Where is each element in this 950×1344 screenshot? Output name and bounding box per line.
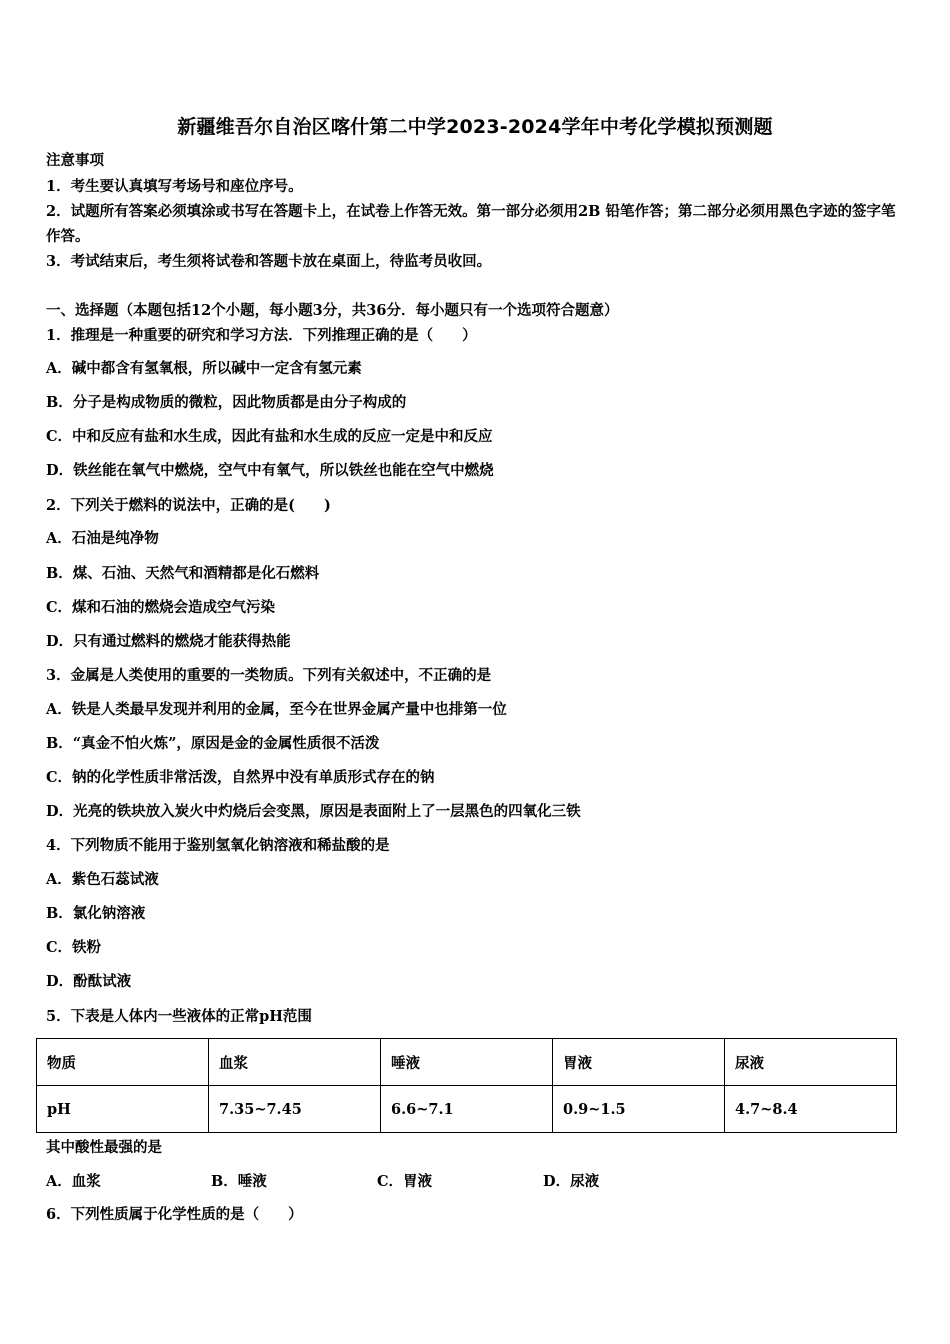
- question-1-option-c: C．中和反应有盐和水生成，因此有盐和水生成的反应一定是中和反应: [46, 428, 493, 445]
- question-5-option-c: C．胃液: [377, 1173, 433, 1190]
- question-1-option-a: A．碱中都含有氢氧根，所以碱中一定含有氢元素: [46, 360, 362, 377]
- question-1-option-b: B．分子是构成物质的微粒，因此物质都是由分子构成的: [46, 394, 407, 411]
- question-4-option-b: B．氯化钠溶液: [46, 905, 146, 922]
- table-cell: 0.9~1.5: [553, 1086, 725, 1133]
- question-5-stem: 5．下表是人体内一些液体的正常pH范围: [46, 1008, 312, 1025]
- question-5-option-a: A．血浆: [46, 1173, 101, 1190]
- question-4-stem: 4．下列物质不能用于鉴别氢氧化钠溶液和稀盐酸的是: [46, 837, 390, 854]
- table-cell: 7.35~7.45: [209, 1086, 381, 1133]
- notice-list: [46, 174, 908, 274]
- question-2-stem: 2．下列关于燃料的说法中，正确的是( ): [46, 497, 331, 514]
- page-title: 新疆维吾尔自治区喀什第二中学2023-2024学年中考化学模拟预测题: [177, 116, 773, 138]
- question-5-option-b: B．唾液: [211, 1173, 267, 1190]
- table-cell: 6.6~7.1: [381, 1086, 553, 1133]
- question-1-option-d: D．铁丝能在氧气中燃烧，空气中有氧气，所以铁丝也能在空气中燃烧: [46, 462, 494, 479]
- question-6-stem: 6．下列性质属于化学性质的是（ ）: [46, 1206, 303, 1223]
- question-5-question: 其中酸性最强的是: [46, 1139, 162, 1156]
- question-2-option-b: B．煤、石油、天然气和酒精都是化石燃料: [46, 565, 320, 582]
- question-1-stem: 1．推理是一种重要的研究和学习方法．下列推理正确的是（ ）: [46, 327, 477, 344]
- question-2-option-c: C．煤和石油的燃烧会造成空气污染: [46, 599, 276, 616]
- table-cell: 物质: [37, 1039, 209, 1086]
- ph-table: [36, 1038, 897, 1133]
- question-4-option-d: D．酚酞试液: [46, 973, 132, 990]
- table-row: [37, 1086, 897, 1133]
- question-2-option-a: A．石油是纯净物: [46, 530, 159, 547]
- question-3-option-c: C．钠的化学性质非常活泼，自然界中没有单质形式存在的钠: [46, 769, 435, 786]
- table-cell: 唾液: [381, 1039, 553, 1086]
- table-cell: 尿液: [725, 1039, 897, 1086]
- table-cell: 4.7~8.4: [725, 1086, 897, 1133]
- notice-heading: 注意事项: [46, 152, 104, 169]
- question-3-stem: 3．金属是人类使用的重要的一类物质。下列有关叙述中，不正确的是: [46, 667, 492, 684]
- question-2-option-d: D．只有通过燃料的燃烧才能获得热能: [46, 633, 291, 650]
- table-header-row: [37, 1039, 897, 1086]
- notice-item: 2．试题所有答案必须填涂或书写在答题卡上，在试卷上作答无效。第一部分必须用2B 铅笔作答；第二部分必须用黑色字迹的签字笔作答。: [46, 203, 896, 245]
- question-3-option-a: A．铁是人类最早发现并利用的金属，至今在世界金属产量中也排第一位: [46, 701, 507, 718]
- section-heading: 一、选择题（本题包括12个小题，每小题3分，共36分．每小题只有一个选项符合题意）: [46, 302, 619, 319]
- notice-item: 1．考生要认真填写考场号和座位序号。: [46, 178, 303, 195]
- table-cell: pH: [37, 1086, 209, 1133]
- table-cell: 胃液: [553, 1039, 725, 1086]
- question-4-option-a: A．紫色石蕊试液: [46, 871, 159, 888]
- notice-item: 3．考试结束后，考生须将试卷和答题卡放在桌面上，待监考员收回。: [46, 253, 492, 270]
- question-5-option-d: D．尿液: [543, 1173, 600, 1190]
- question-3-option-b: B．“真金不怕火炼”，原因是金的金属性质很不活泼: [46, 735, 380, 752]
- question-4-option-c: C．铁粉: [46, 939, 102, 956]
- table-cell: 血浆: [209, 1039, 381, 1086]
- question-3-option-d: D．光亮的铁块放入炭火中灼烧后会变黑，原因是表面附上了一层黑色的四氧化三铁: [46, 803, 581, 820]
